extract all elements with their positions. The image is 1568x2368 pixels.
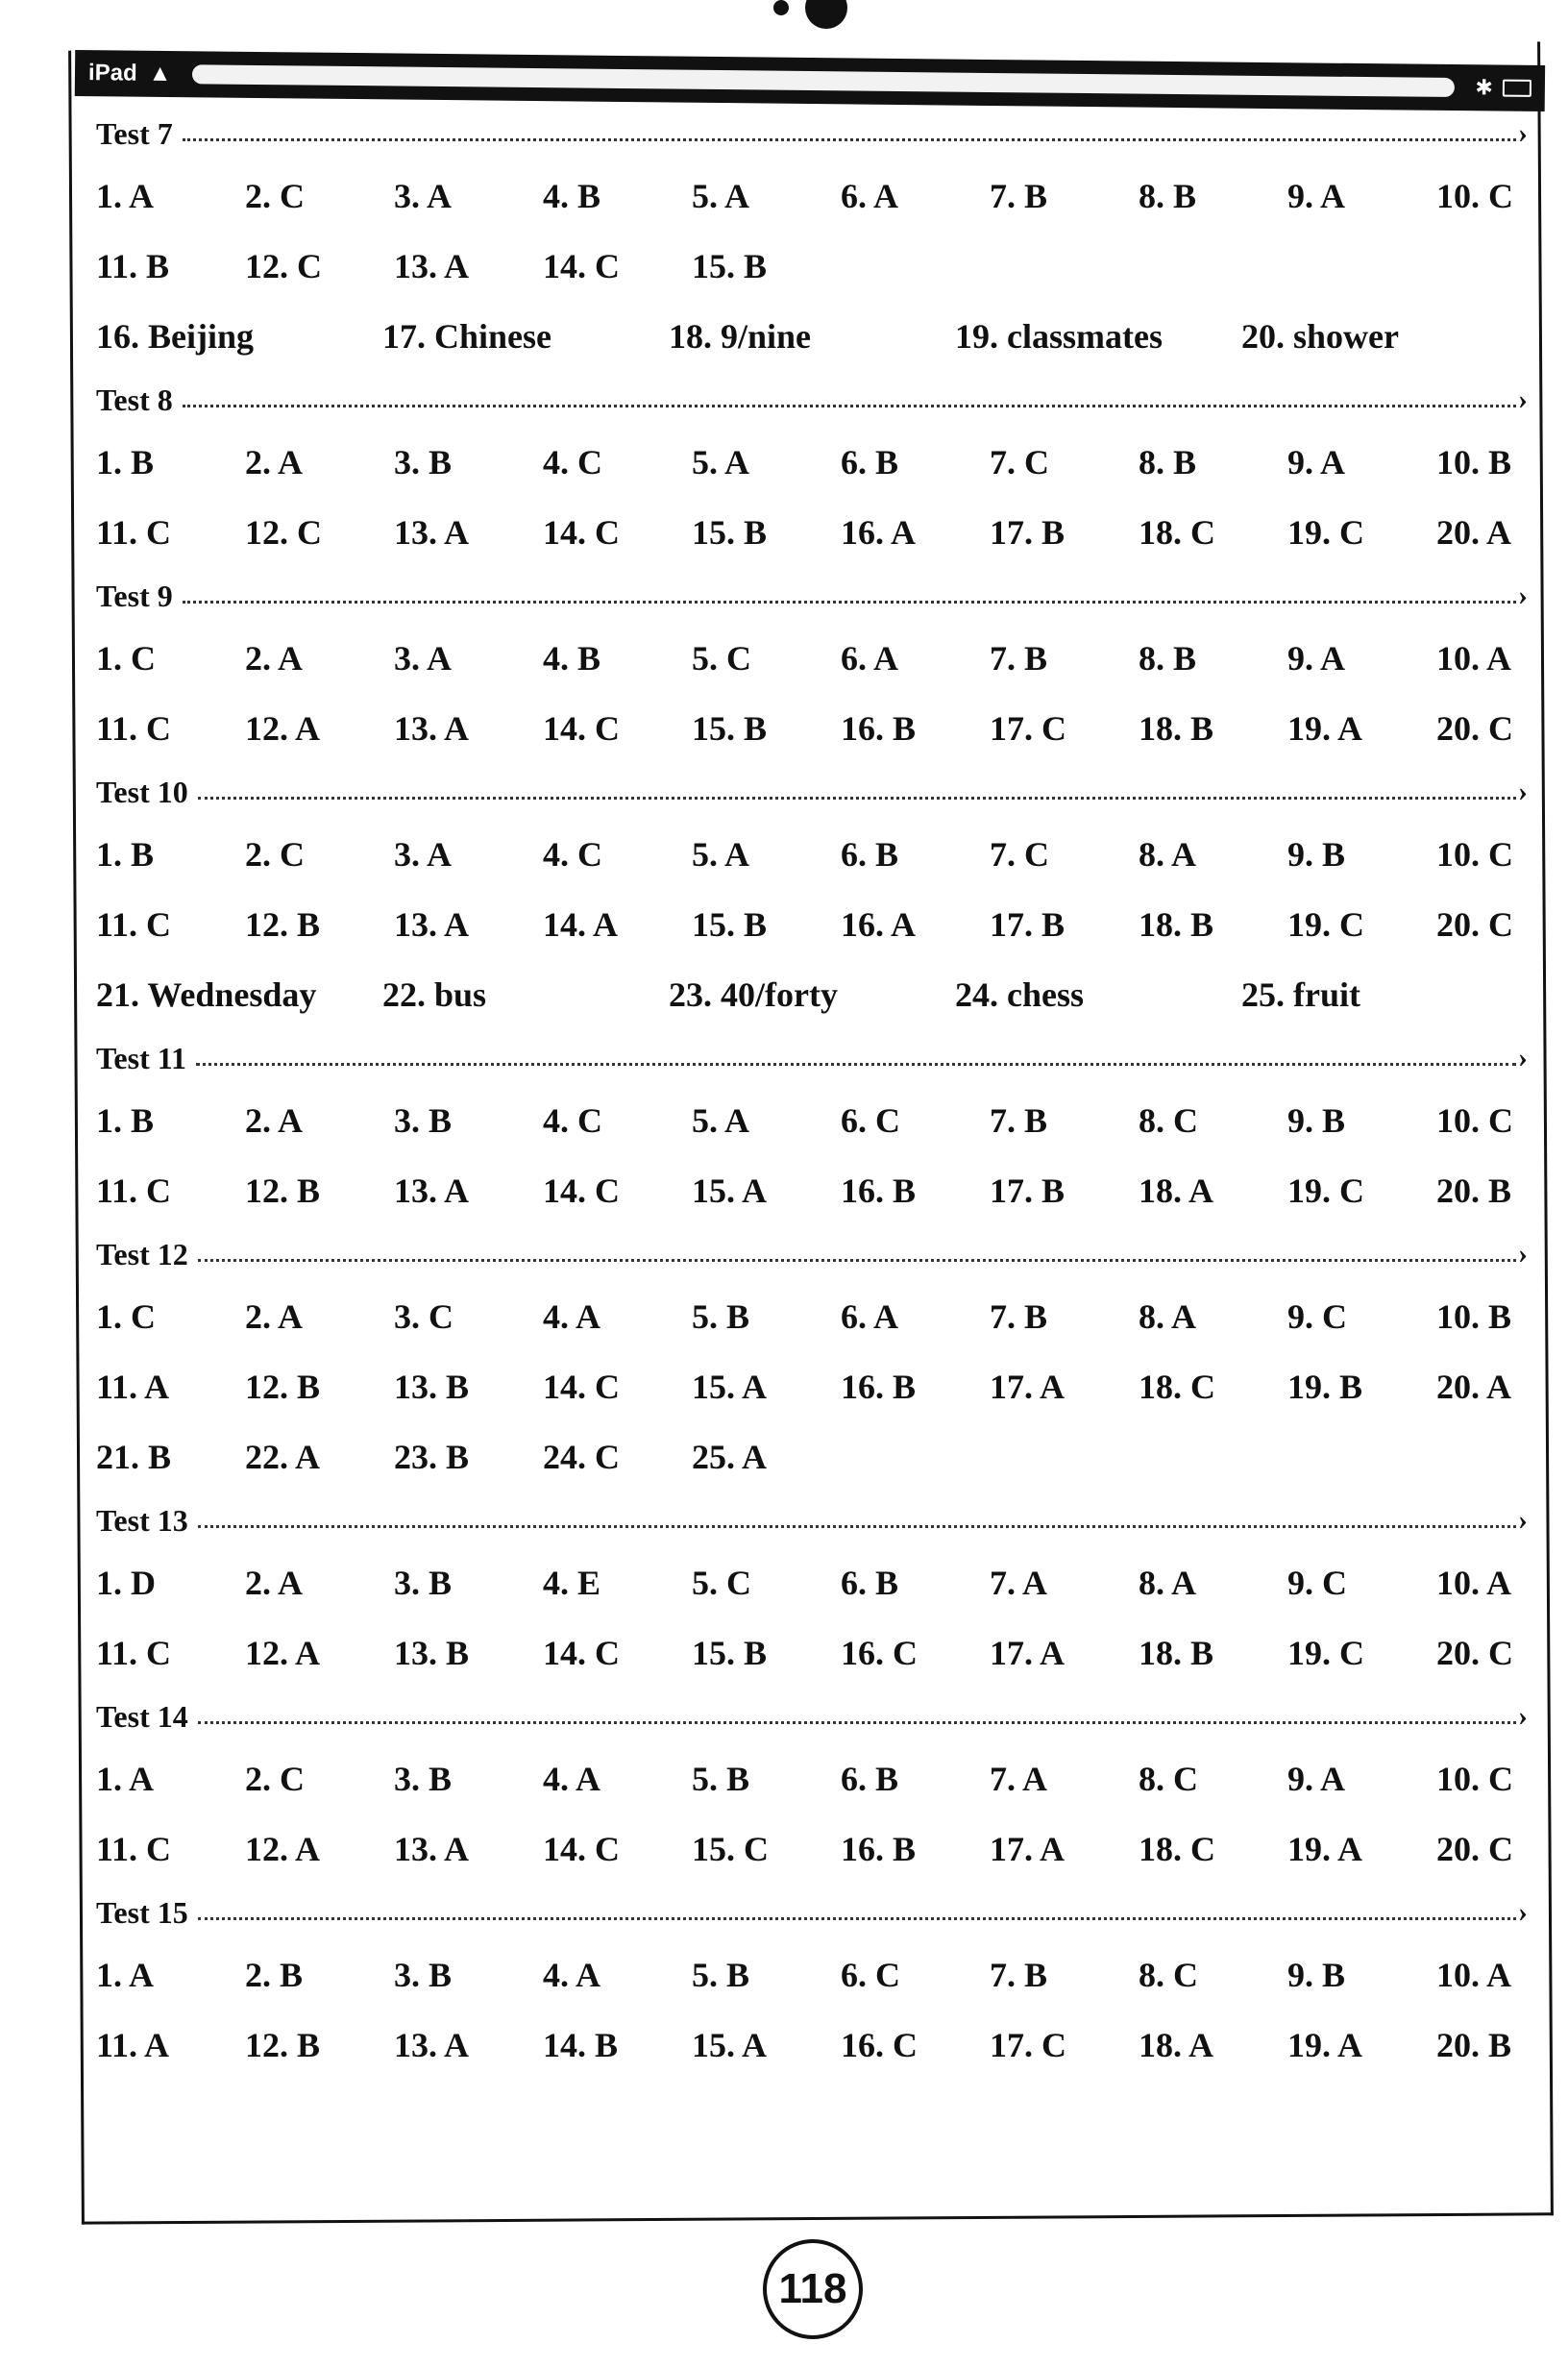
answer-item: 4. A	[543, 1760, 601, 1798]
answer-item: 2. A	[245, 443, 304, 481]
answer-item: 19. A	[1287, 1830, 1363, 1868]
test-section	[96, 1492, 1528, 1689]
answer-item: 6. C	[841, 1956, 900, 1994]
answer-item: 9. B	[1287, 1101, 1346, 1140]
answer-item: 18. C	[1139, 1830, 1215, 1868]
test-section	[96, 764, 1528, 1030]
test-header	[96, 1885, 1528, 1940]
answer-item: 25. A	[692, 1438, 768, 1476]
answer-item: 12. B	[245, 2026, 321, 2064]
answer-item: 10. B	[1436, 1297, 1512, 1336]
answer-item: 6. C	[841, 1101, 900, 1140]
answer-item: 3. A	[394, 835, 453, 874]
answer-item: 15. A	[692, 2026, 768, 2064]
answer-item: 11. C	[96, 1172, 172, 1210]
answer-grid	[96, 820, 1528, 960]
binding-hole-large	[805, 0, 847, 29]
test-section	[96, 106, 1528, 372]
answer-item: 6. A	[841, 1297, 899, 1336]
answer-item: 15. B	[692, 709, 768, 748]
answer-item: 1. C	[96, 639, 156, 678]
answer-item: 3. A	[394, 639, 453, 678]
wifi-icon: ▲	[148, 60, 172, 87]
answer-item: 20. C	[1436, 709, 1513, 748]
answer-item: 1. A	[96, 1956, 155, 1994]
answer-item: 14. C	[543, 1172, 620, 1210]
answer-grid	[96, 1548, 1528, 1689]
answer-item: 20. C	[1436, 1634, 1513, 1672]
test-title: Test 10	[96, 774, 188, 809]
answer-item: 5. A	[692, 177, 750, 215]
answer-item: 18. B	[1139, 1634, 1214, 1672]
answer-item: 20. B	[1436, 2026, 1512, 2064]
answer-item: 19. C	[1287, 1634, 1364, 1672]
answer-item: 7. B	[990, 639, 1048, 678]
answer-item: 11. C	[96, 905, 172, 944]
answer-item: 9. C	[1287, 1564, 1347, 1602]
answer-item: 5. B	[692, 1297, 750, 1336]
answer-item: 17. C	[990, 709, 1066, 748]
answer-item: 8. C	[1139, 1760, 1198, 1798]
answer-item: 14. C	[543, 709, 620, 748]
answer-item: 16. A	[841, 905, 917, 944]
answer-item: 11. A	[96, 2026, 170, 2064]
answer-item: 2. C	[245, 177, 305, 215]
answer-grid	[96, 428, 1528, 568]
answer-item: 23. B	[394, 1438, 470, 1476]
answer-item: 3. A	[394, 177, 453, 215]
answer-item: 12. B	[245, 1368, 321, 1406]
answer-item: 15. B	[692, 513, 768, 552]
answer-item: 4. C	[543, 835, 602, 874]
test-section	[96, 1885, 1528, 2081]
arrow-right-icon: ›	[1518, 1504, 1528, 1536]
answer-item: 18. C	[1139, 513, 1215, 552]
answer-item: 11. C	[96, 1830, 172, 1868]
answer-item: 22. A	[245, 1438, 321, 1476]
page-number: 118	[763, 2239, 863, 2339]
test-section	[96, 1689, 1528, 1885]
answer-item: 2. A	[245, 1564, 304, 1602]
test-header	[96, 1689, 1528, 1744]
answer-item: 12. A	[245, 709, 321, 748]
answer-item: 2. C	[245, 1760, 305, 1798]
answer-item: 9. C	[1287, 1297, 1347, 1336]
test-title: Test 14	[96, 1698, 188, 1734]
answer-item: 13. A	[394, 2026, 470, 2064]
answer-item: 5. A	[692, 443, 750, 481]
answer-item: 17. B	[990, 905, 1066, 944]
answer-item: 6. A	[841, 639, 899, 678]
answer-item: 4. C	[543, 1101, 602, 1140]
answer-grid	[96, 624, 1528, 764]
test-section	[96, 1030, 1528, 1226]
answer-item: 14. C	[543, 1634, 620, 1672]
answer-item: 15. C	[692, 1830, 769, 1868]
answer-item: 18. C	[1139, 1368, 1215, 1406]
answer-item: 11. C	[96, 1634, 172, 1672]
test-header	[96, 764, 1528, 820]
fill-in-answer: 23. 40/forty	[669, 975, 838, 1014]
test-title: Test 8	[96, 382, 173, 417]
answer-item: 17. A	[990, 1368, 1066, 1406]
answer-item: 3. C	[394, 1297, 453, 1336]
binding-holes	[769, 0, 845, 29]
answer-item: 16. B	[841, 709, 917, 748]
answer-item: 16. A	[841, 513, 917, 552]
answer-item: 7. B	[990, 1956, 1048, 1994]
answer-item: 7. B	[990, 177, 1048, 215]
dotted-leader	[198, 1259, 1516, 1262]
test-title: Test 12	[96, 1236, 188, 1271]
test-header	[96, 1492, 1528, 1548]
answer-item: 13. B	[394, 1368, 470, 1406]
fill-in-answer: 21. Wednesday	[96, 975, 317, 1014]
dotted-leader	[183, 601, 1516, 604]
answer-item: 8. C	[1139, 1956, 1198, 1994]
test-header	[96, 106, 1528, 161]
fill-in-answer: 19. classmates	[955, 317, 1163, 356]
fill-in-answer: 25. fruit	[1241, 975, 1360, 1014]
answer-item: 2. A	[245, 1101, 304, 1140]
arrow-right-icon: ›	[1518, 1896, 1528, 1928]
answer-item: 19. A	[1287, 709, 1363, 748]
answer-item: 14. A	[543, 905, 619, 944]
answer-item: 10. A	[1436, 639, 1512, 678]
test-section	[96, 1226, 1528, 1492]
fill-in-answer: 20. shower	[1241, 317, 1399, 356]
answer-item: 7. A	[990, 1760, 1048, 1798]
answer-item: 13. A	[394, 1830, 470, 1868]
answer-item: 1. B	[96, 835, 155, 874]
answer-item: 6. B	[841, 443, 899, 481]
dotted-leader	[196, 1063, 1516, 1066]
answer-grid	[96, 1744, 1528, 1885]
test-header	[96, 1226, 1528, 1282]
answer-item: 4. B	[543, 177, 601, 215]
fill-in-row	[96, 302, 1528, 372]
fill-in-answer: 16. Beijing	[96, 317, 255, 356]
arrow-right-icon: ›	[1518, 1700, 1528, 1732]
answer-key	[96, 106, 1528, 2081]
answer-item: 8. A	[1139, 1564, 1197, 1602]
test-header	[96, 372, 1528, 428]
answer-item: 14. B	[543, 2026, 619, 2064]
answer-item: 17. B	[990, 1172, 1066, 1210]
answer-item: 20. B	[1436, 1172, 1512, 1210]
answer-item: 15. B	[692, 1634, 768, 1672]
answer-item: 5. B	[692, 1760, 750, 1798]
test-title: Test 7	[96, 115, 173, 151]
answer-item: 3. B	[394, 443, 453, 481]
binding-hole-small	[773, 0, 789, 15]
answer-item: 9. A	[1287, 177, 1346, 215]
answer-item: 18. B	[1139, 709, 1214, 748]
answer-grid	[96, 1282, 1528, 1492]
answer-item: 1. B	[96, 443, 155, 481]
answer-item: 1. B	[96, 1101, 155, 1140]
answer-item: 6. B	[841, 835, 899, 874]
answer-item: 19. C	[1287, 513, 1364, 552]
test-header	[96, 568, 1528, 624]
answer-item: 14. C	[543, 513, 620, 552]
answer-item: 7. B	[990, 1297, 1048, 1336]
answer-item: 16. C	[841, 2026, 918, 2064]
arrow-right-icon: ›	[1518, 117, 1528, 149]
answer-item: 3. B	[394, 1956, 453, 1994]
answer-item: 13. A	[394, 1172, 470, 1210]
test-section	[96, 568, 1528, 764]
answer-item: 17. C	[990, 2026, 1066, 2064]
answer-item: 10. C	[1436, 1760, 1513, 1798]
arrow-right-icon: ›	[1518, 383, 1528, 415]
answer-item: 5. A	[692, 835, 750, 874]
answer-item: 13. A	[394, 709, 470, 748]
answer-item: 20. C	[1436, 905, 1513, 944]
answer-item: 16. B	[841, 1830, 917, 1868]
dotted-leader	[198, 1917, 1516, 1920]
answer-item: 10. B	[1436, 443, 1512, 481]
test-title: Test 9	[96, 578, 173, 613]
answer-item: 12. C	[245, 247, 322, 285]
answer-item: 12. A	[245, 1830, 321, 1868]
answer-item: 11. C	[96, 709, 172, 748]
answer-item: 12. A	[245, 1634, 321, 1672]
answer-item: 17. A	[990, 1634, 1066, 1672]
answer-item: 10. A	[1436, 1564, 1512, 1602]
answer-item: 4. A	[543, 1297, 601, 1336]
answer-grid	[96, 1086, 1528, 1226]
answer-item: 18. A	[1139, 1172, 1214, 1210]
answer-item: 13. A	[394, 905, 470, 944]
answer-item: 4. B	[543, 639, 601, 678]
answer-item: 8. B	[1139, 177, 1197, 215]
answer-item: 3. B	[394, 1564, 453, 1602]
answer-item: 6. B	[841, 1564, 899, 1602]
answer-item: 13. A	[394, 513, 470, 552]
test-section	[96, 372, 1528, 568]
answer-item: 12. B	[245, 1172, 321, 1210]
answer-item: 15. A	[692, 1368, 768, 1406]
fill-in-answer: 24. chess	[955, 975, 1084, 1014]
answer-item: 18. A	[1139, 2026, 1214, 2064]
answer-item: 20. C	[1436, 1830, 1513, 1868]
answer-item: 18. B	[1139, 905, 1214, 944]
answer-item: 2. B	[245, 1956, 304, 1994]
answer-item: 1. A	[96, 1760, 155, 1798]
answer-item: 10. C	[1436, 835, 1513, 874]
answer-item: 8. B	[1139, 639, 1197, 678]
answer-item: 17. B	[990, 513, 1066, 552]
answer-item: 11. C	[96, 513, 172, 552]
answer-item: 16. B	[841, 1172, 917, 1210]
answer-item: 11. A	[96, 1368, 170, 1406]
answer-item: 19. B	[1287, 1368, 1363, 1406]
test-title: Test 13	[96, 1502, 188, 1538]
answer-item: 2. A	[245, 1297, 304, 1336]
answer-item: 9. B	[1287, 835, 1346, 874]
answer-item: 14. C	[543, 1368, 620, 1406]
answer-item: 9. A	[1287, 639, 1346, 678]
bluetooth-icon: ✱	[1475, 75, 1494, 100]
answer-item: 14. C	[543, 1830, 620, 1868]
answer-item: 8. B	[1139, 443, 1197, 481]
answer-grid	[96, 161, 1528, 302]
answer-item: 19. A	[1287, 2026, 1363, 2064]
answer-item: 5. C	[692, 1564, 751, 1602]
answer-item: 6. A	[841, 177, 899, 215]
answer-item: 7. A	[990, 1564, 1048, 1602]
answer-item: 16. B	[841, 1368, 917, 1406]
answer-item: 20. A	[1436, 513, 1512, 552]
answer-item: 7. C	[990, 443, 1049, 481]
answer-item: 9. A	[1287, 443, 1346, 481]
fill-in-answer: 17. Chinese	[382, 317, 552, 356]
answer-item: 1. D	[96, 1564, 156, 1602]
arrow-right-icon: ›	[1518, 776, 1528, 807]
arrow-right-icon: ›	[1518, 580, 1528, 611]
answer-item: 3. B	[394, 1101, 453, 1140]
test-header	[96, 1030, 1528, 1086]
answer-item: 4. E	[543, 1564, 601, 1602]
answer-item: 9. A	[1287, 1760, 1346, 1798]
answer-item: 10. A	[1436, 1956, 1512, 1994]
answer-item: 5. B	[692, 1956, 750, 1994]
answer-item: 16. C	[841, 1634, 918, 1672]
answer-item: 15. B	[692, 905, 768, 944]
test-title: Test 11	[96, 1040, 186, 1075]
answer-item: 1. C	[96, 1297, 156, 1336]
answer-item: 8. C	[1139, 1101, 1198, 1140]
arrow-right-icon: ›	[1518, 1042, 1528, 1073]
answer-item: 4. C	[543, 443, 602, 481]
answer-item: 15. A	[692, 1172, 768, 1210]
answer-item: 13. B	[394, 1634, 470, 1672]
dotted-leader	[183, 138, 1516, 141]
answer-item: 12. B	[245, 905, 321, 944]
answer-item: 5. A	[692, 1101, 750, 1140]
answer-item: 1. A	[96, 177, 155, 215]
answer-item: 20. A	[1436, 1368, 1512, 1406]
arrow-right-icon: ›	[1518, 1238, 1528, 1270]
fill-in-answer: 22. bus	[382, 975, 487, 1014]
answer-item: 3. B	[394, 1760, 453, 1798]
answer-item: 6. B	[841, 1760, 899, 1798]
answer-item: 15. B	[692, 247, 768, 285]
answer-item: 8. A	[1139, 1297, 1197, 1336]
answer-item: 14. C	[543, 247, 620, 285]
answer-item: 11. B	[96, 247, 170, 285]
dotted-leader	[183, 405, 1516, 407]
answer-item: 19. C	[1287, 905, 1364, 944]
device-label: iPad	[87, 60, 137, 86]
test-title: Test 15	[96, 1894, 188, 1930]
dotted-leader	[198, 797, 1516, 800]
answer-item: 8. A	[1139, 835, 1197, 874]
answer-item: 19. C	[1287, 1172, 1364, 1210]
answer-item: 9. B	[1287, 1956, 1346, 1994]
answer-item: 21. B	[96, 1438, 172, 1476]
dotted-leader	[198, 1525, 1516, 1528]
answer-item: 2. A	[245, 639, 304, 678]
answer-item: 7. C	[990, 835, 1049, 874]
answer-grid	[96, 1940, 1528, 2081]
dotted-leader	[198, 1721, 1516, 1724]
answer-item: 10. C	[1436, 177, 1513, 215]
fill-in-answer: 18. 9/nine	[669, 317, 812, 356]
answer-item: 7. B	[990, 1101, 1048, 1140]
answer-item: 5. C	[692, 639, 751, 678]
answer-item: 17. A	[990, 1830, 1066, 1868]
fill-in-row	[96, 960, 1528, 1030]
answer-item: 2. C	[245, 835, 305, 874]
answer-item: 13. A	[394, 247, 470, 285]
answer-item: 12. C	[245, 513, 322, 552]
answer-item: 10. C	[1436, 1101, 1513, 1140]
answer-item: 24. C	[543, 1438, 620, 1476]
answer-item: 4. A	[543, 1956, 601, 1994]
